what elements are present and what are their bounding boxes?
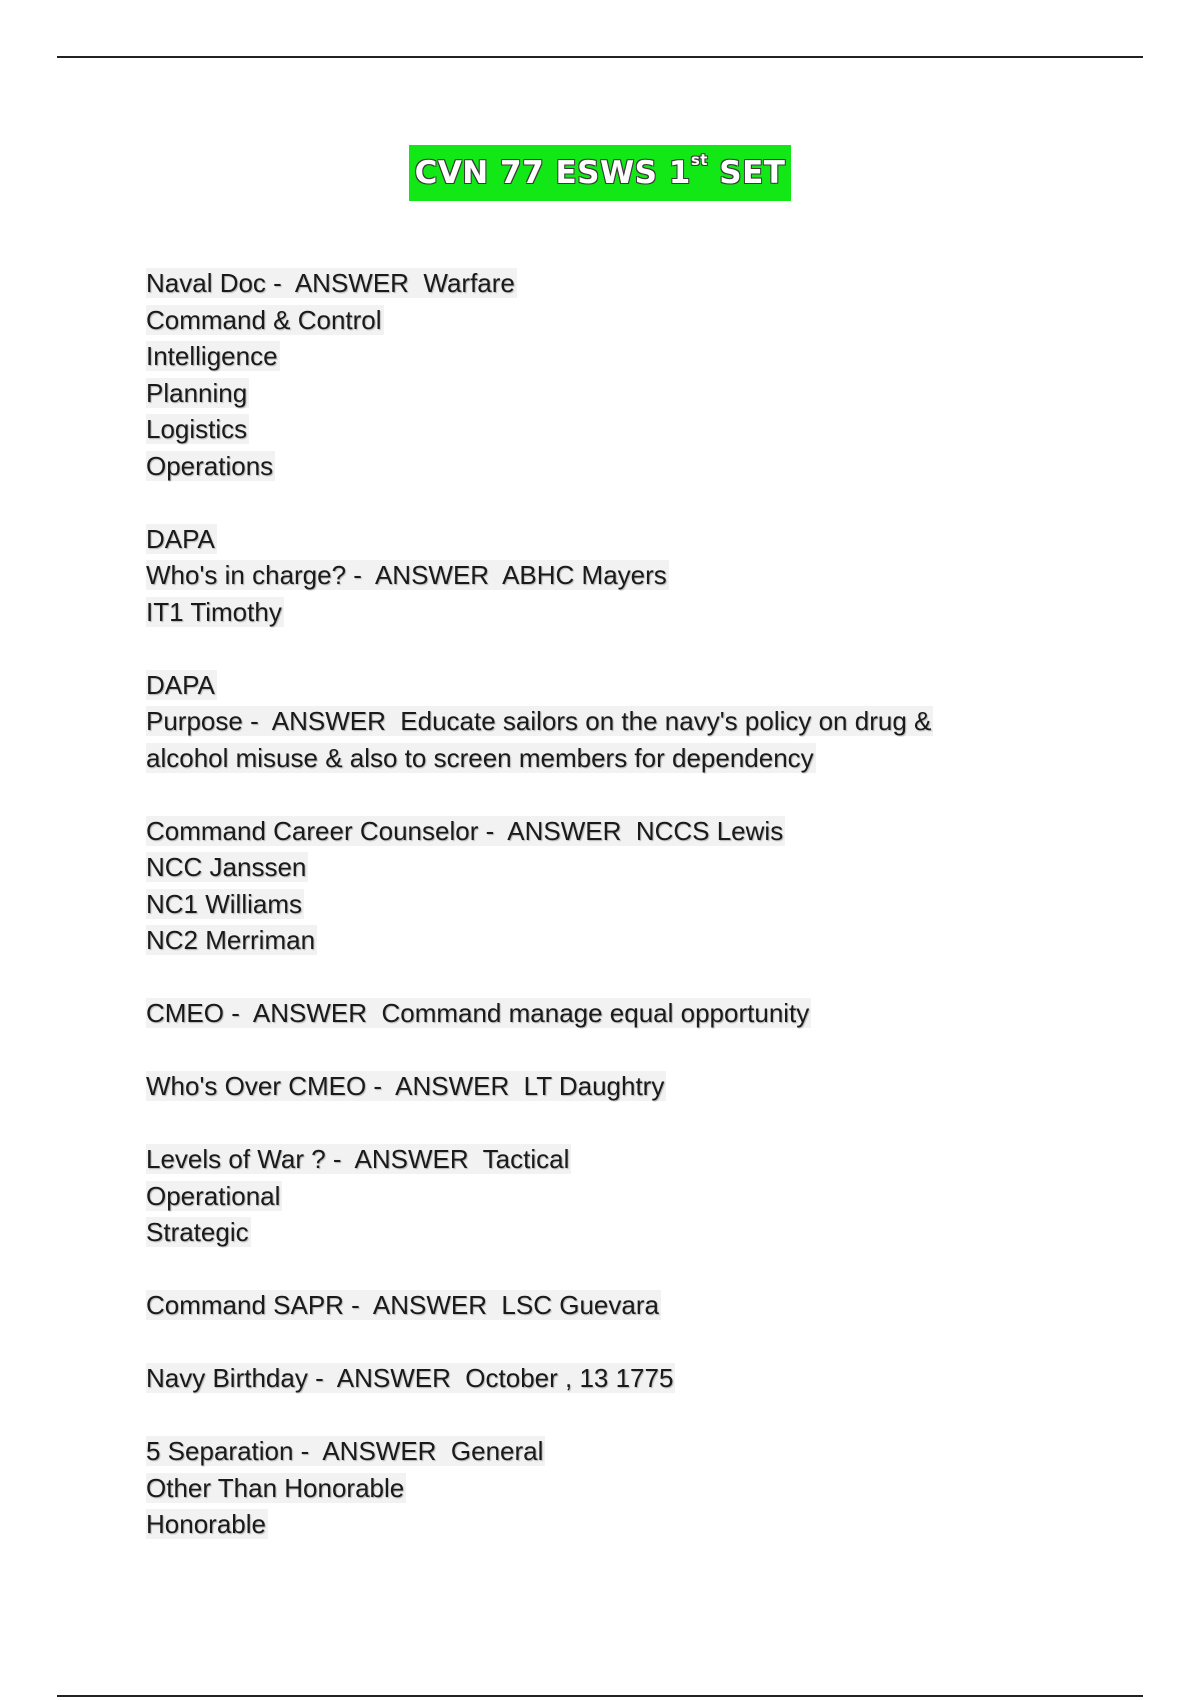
qa-line: Who's in charge? - ANSWER ABHC Mayers [146,560,667,590]
qa-entry [146,265,1066,484]
qa-list [146,265,1066,1579]
qa-line: 5 Separation - ANSWER General [146,1436,544,1466]
qa-line: Other Than Honorable [146,1472,405,1503]
qa-line: DAPA [146,523,215,554]
qa-entry [146,1068,1066,1105]
qa-line: NC1 Williams [146,888,302,919]
qa-entry [146,521,1066,631]
title-highlight [409,145,792,201]
qa-line: Command Career Counselor - ANSWER NCCS Lewis [146,815,784,846]
qa-line: Planning [146,377,248,408]
qa-line: Strategic [146,1217,249,1247]
document-title [0,145,1200,201]
qa-line: alcohol misuse & also to screen members for dependency [146,742,814,773]
title-main-text: CVN 77 ESWS 1 [414,155,691,191]
qa-line: Command & Control [146,304,382,335]
qa-line: DAPA [146,669,215,700]
qa-line: Logistics [146,414,248,444]
qa-entry [146,667,1066,777]
qa-line: Naval Doc - ANSWER Warfare [146,268,515,298]
qa-entry [146,1287,1066,1324]
qa-entry [146,1433,1066,1543]
qa-line: CMEO - ANSWER Command manage equal opportunity [146,998,810,1028]
title-end-text: SET [707,155,786,191]
qa-line: IT1 Timothy [146,596,282,627]
qa-line: Navy Birthday - ANSWER October , 13 1775 [146,1363,674,1393]
qa-line: NCC Janssen [146,852,307,882]
qa-line: Operations [146,450,274,481]
qa-line: Intelligence [146,341,278,371]
qa-line: Operational [146,1180,281,1211]
qa-line: Honorable [146,1509,266,1539]
qa-entry [146,813,1066,959]
header-divider [57,56,1143,58]
qa-line: NC2 Merriman [146,925,316,955]
qa-entry [146,1360,1066,1397]
qa-line: Levels of War ? - ANSWER Tactical [146,1144,570,1174]
qa-line: Who's Over CMEO - ANSWER LT Daughtry [146,1071,665,1101]
title-superscript: st [690,151,708,169]
qa-line: Command SAPR - ANSWER LSC Guevara [146,1290,659,1320]
qa-entry [146,1141,1066,1251]
footer-divider [57,1695,1143,1697]
qa-line: Purpose - ANSWER Educate sailors on the navy's policy on drug & [146,706,932,736]
qa-entry [146,995,1066,1032]
